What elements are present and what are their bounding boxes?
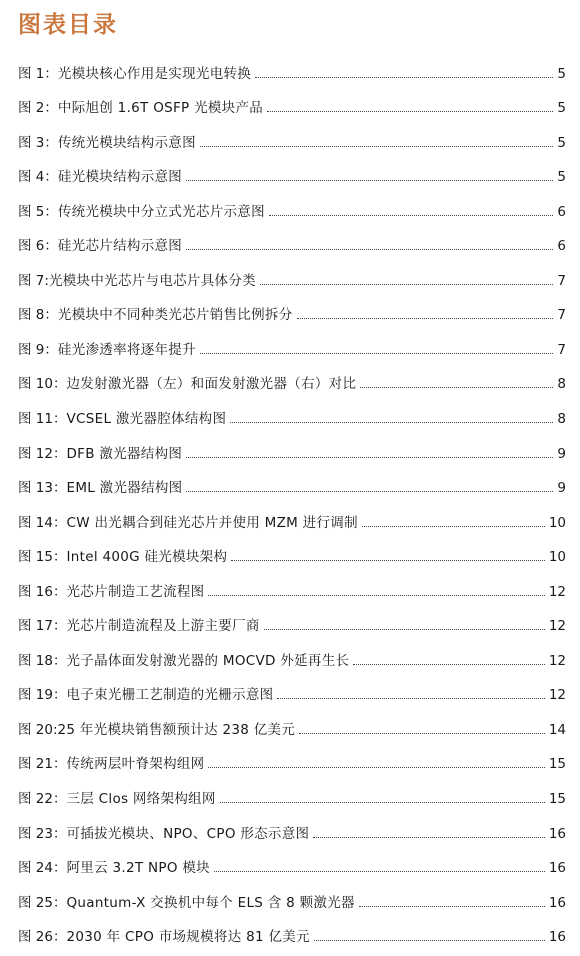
dot-leader [299,733,545,734]
figure-caption: 传统两层叶脊架构组网 [66,756,205,773]
toc-entry[interactable] [18,225,566,260]
figure-caption: CW 出光耦合到硅光芯片并使用 MZM 进行调制 [66,514,358,531]
page-number: 16 [548,929,566,946]
dot-leader [186,457,553,458]
page-number: 10 [548,514,566,531]
toc-entry[interactable] [18,639,566,674]
figure-number: 图 21： [18,756,67,773]
dot-leader [231,560,545,561]
dot-leader [230,422,553,423]
page-number: 5 [557,65,566,82]
figure-number: 图 11： [18,411,67,428]
page-number: 6 [557,203,566,220]
page-number: 10 [548,549,566,566]
toc-entry[interactable] [18,916,566,951]
dot-leader [200,146,554,147]
dot-leader [313,837,544,838]
figure-number: 图 6： [18,238,58,255]
toc-entry[interactable] [18,397,566,432]
figure-number: 图 23： [18,825,67,842]
figure-caption: 光子晶体面发射激光器的 MOCVD 外延再生长 [66,652,350,669]
figure-number: 图 18： [18,652,67,669]
dot-leader [208,767,544,768]
figure-caption: 边发射激光器（左）和面发射激光器（右）对比 [66,376,357,393]
page-number: 9 [557,480,566,497]
page-number: 7 [557,272,566,289]
figure-caption: 硅光渗透率将逐年提升 [57,341,196,358]
figure-caption: 阿里云 3.2T NPO 模块 [66,860,210,877]
toc-entry[interactable] [18,536,566,571]
dot-leader [208,595,544,596]
figure-caption: DFB 激光器结构图 [66,445,183,462]
toc-entry[interactable] [18,328,566,363]
page-number: 9 [557,445,566,462]
toc-entry[interactable] [18,881,566,916]
figure-caption: 光模块中不同种类光芯片销售比例拆分 [57,307,293,324]
figure-caption: 可插拔光模块、NPO、CPO 形态示意图 [66,825,310,842]
dot-leader [360,387,553,388]
dot-leader [277,698,544,699]
figure-number: 图 17： [18,618,67,635]
toc-entry[interactable] [18,743,566,778]
dot-leader [269,215,554,216]
dot-leader [353,664,545,665]
figure-number: 图 24： [18,860,67,877]
figure-number: 图 9： [18,341,58,358]
figure-caption: Quantum-X 交换机中每个 ELS 含 8 颗激光器 [66,894,355,911]
figure-caption: 光模块中光芯片与电芯片具体分类 [48,272,256,289]
figure-number: 图 22： [18,791,67,808]
toc-entry[interactable] [18,190,566,225]
figure-caption: 光模块核心作用是实现光电转换 [57,65,252,82]
figure-number: 图 5： [18,203,58,220]
page-number: 14 [548,721,566,738]
page-number: 12 [548,652,566,669]
dot-leader [186,180,553,181]
dot-leader [297,318,554,319]
figure-index-list [18,52,566,950]
page-number: 8 [557,376,566,393]
figure-number: 图 20: [18,721,58,738]
figure-caption: 硅光模块结构示意图 [57,169,183,186]
figure-caption: 电子束光栅工艺制造的光栅示意图 [66,687,274,704]
dot-leader [260,284,553,285]
page-number: 5 [557,134,566,151]
dot-leader [200,353,554,354]
page-number: 12 [548,687,566,704]
toc-entry[interactable] [18,294,566,329]
figure-number: 图 13： [18,480,67,497]
page-number: 6 [557,238,566,255]
toc-entry[interactable] [18,52,566,87]
figure-number: 图 3： [18,134,58,151]
toc-entry[interactable] [18,847,566,882]
toc-title: 图表目录 [18,11,118,38]
figure-number: 图 1： [18,65,58,82]
figure-caption: 光芯片制造流程及上游主要厂商 [66,618,260,635]
figure-caption: 传统光模块中分立式光芯片示意图 [57,203,265,220]
figure-number: 图 25： [18,894,67,911]
dot-leader [359,906,545,907]
figure-number: 图 8： [18,307,58,324]
page-number: 7 [557,307,566,324]
dot-leader [267,111,553,112]
toc-entry[interactable] [18,156,566,191]
figure-number: 图 10： [18,376,67,393]
figure-caption: EML 激光器结构图 [66,480,183,497]
figure-caption: 传统光模块结构示意图 [57,134,196,151]
toc-entry[interactable] [18,674,566,709]
figure-caption: 中际旭创 1.6T OSFP 光模块产品 [57,100,264,117]
toc-entry[interactable] [18,777,566,812]
toc-entry[interactable] [18,363,566,398]
dot-leader [362,526,545,527]
toc-entry[interactable] [18,812,566,847]
figure-number: 图 19： [18,687,67,704]
toc-entry[interactable] [18,432,566,467]
page-number: 5 [557,169,566,186]
page-number: 16 [548,825,566,842]
dot-leader [314,940,545,941]
figure-number: 图 4： [18,169,58,186]
dot-leader [264,629,545,630]
page-number: 16 [548,860,566,877]
dot-leader [255,77,553,78]
page-number: 12 [548,583,566,600]
figure-number: 图 7: [18,272,49,289]
figure-caption: Intel 400G 硅光模块架构 [66,549,228,566]
page-number: 16 [548,894,566,911]
toc-entry[interactable] [18,467,566,502]
figure-caption: 25 年光模块销售额预计达 238 亿美元 [57,721,296,738]
page-number: 12 [548,618,566,635]
page-number: 5 [557,100,566,117]
toc-entry[interactable] [18,708,566,743]
page-number: 7 [557,341,566,358]
toc-entry[interactable] [18,87,566,122]
dot-leader [220,802,545,803]
dot-leader [214,871,545,872]
dot-leader [186,491,553,492]
page-number: 15 [548,791,566,808]
figure-caption: 硅光芯片结构示意图 [57,238,183,255]
figure-number: 图 26： [18,929,67,946]
page-number: 8 [557,411,566,428]
toc-entry[interactable] [18,605,566,640]
figure-number: 图 14： [18,514,67,531]
figure-number: 图 12： [18,445,67,462]
dot-leader [186,249,553,250]
figure-caption: 三层 Clos 网络架构组网 [66,791,216,808]
figure-caption: 光芯片制造工艺流程图 [66,583,205,600]
figure-caption: VCSEL 激光器腔体结构图 [66,411,227,428]
figure-number: 图 16： [18,583,67,600]
figure-number: 图 2： [18,100,58,117]
page-number: 15 [548,756,566,773]
toc-entry[interactable] [18,570,566,605]
figure-number: 图 15： [18,549,67,566]
figure-caption: 2030 年 CPO 市场规模将达 81 亿美元 [66,929,310,946]
toc-entry[interactable] [18,121,566,156]
toc-entry[interactable] [18,259,566,294]
toc-entry[interactable] [18,501,566,536]
